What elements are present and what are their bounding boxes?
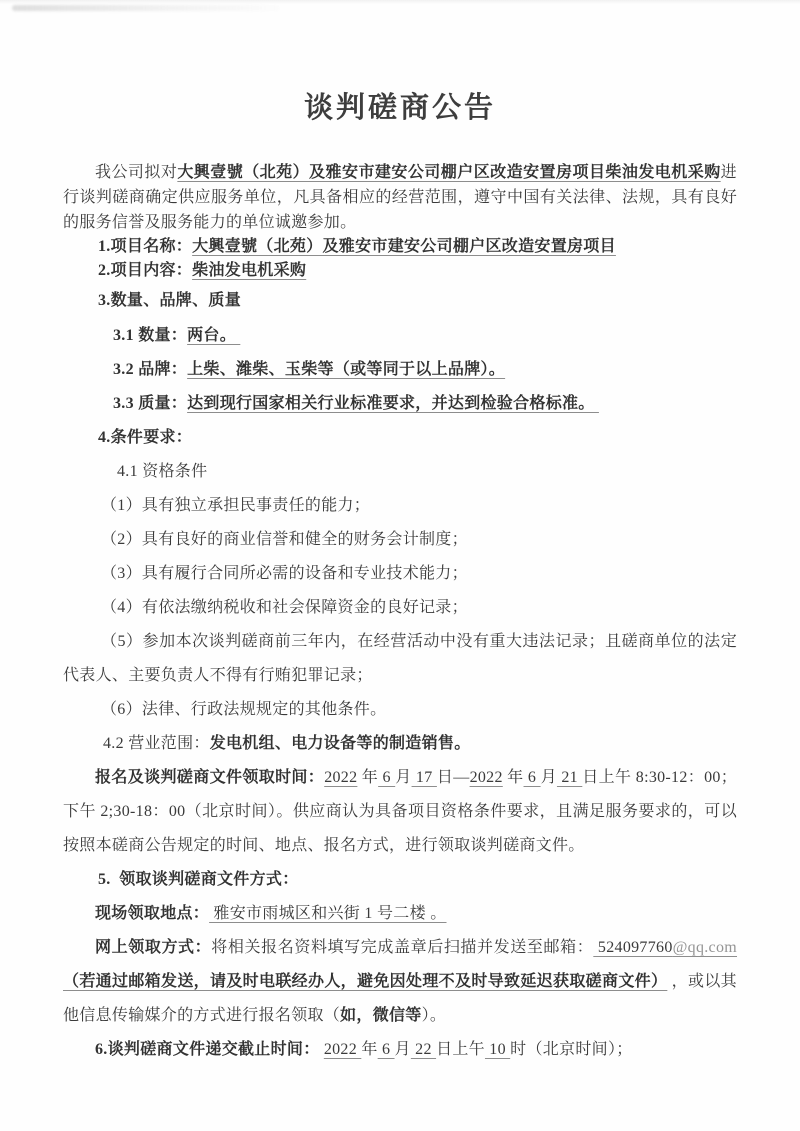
item-project-name: 1.项目名称：大興壹號（北苑）及雅安市建安公司棚户区改造安置房项目: [98, 238, 616, 255]
onsite-pickup-address: 现场领取地点： 雅安市雨城区和兴街 1 号二楼 。: [95, 905, 447, 922]
condition-4: （4）有依法缴纳税收和社会保障资金的良好记录；: [101, 599, 468, 616]
item-qualification-heading: 4.1 资格条件: [117, 463, 208, 480]
signup-time-paragraph: 报名及谈判磋商文件领取时间：2022 年 6 月 17 日—2022 年 6 月 21 日上午 8:30-12：00；下午 2;30-18：00（北京时间）。供应商认为具备项目资格条件要求，且满足服务要求的，可以按照本磋商公告规定的时间、地点、报名方式，进行领取谈判磋商文件。: [63, 769, 737, 854]
item-project-content: 2.项目内容：柴油发电机采购: [98, 262, 307, 279]
condition-2: （2）具有良好的商业信誉和健全的财务会计制度；: [101, 531, 468, 548]
condition-5: （5）参加本次谈判磋商前三年内，在经营活动中没有重大违法记录；且磋商单位的法定代表人、主要负责人不得有行贿犯罪记录；: [63, 633, 737, 684]
item-quantity-brand-quality-heading: 3.数量、品牌、质量: [98, 292, 242, 309]
condition-6: （6）法律、行政法规规定的其他条件。: [101, 701, 387, 718]
condition-3: （3）具有履行合同所必需的设备和专业技术能力；: [101, 565, 468, 582]
intro-paragraph: 我公司拟对大興壹號（北苑）及雅安市建安公司棚户区改造安置房项目柴油发电机采购进行谈判磋商确定供应服务单位，凡具备相应的经营范围，遵守中国有关法律、法规，具有良好的服务信誉及服务能力的单位诚邀参加。: [63, 164, 737, 231]
scan-smudge-artifact: [12, 5, 280, 11]
item-quality: 3.3 质量：达到现行国家相关行业标准要求，并达到检验合格标准。: [113, 395, 599, 412]
scan-edge-artifact: [0, 0, 800, 4]
item-document-pickup-heading: 5. 领取谈判磋商文件方式：: [98, 871, 299, 888]
item-brand: 3.2 品牌：上柴、潍柴、玉柴等（或等同于以上品牌）。: [113, 361, 506, 378]
condition-1: （1）具有独立承担民事责任的能力；: [101, 497, 371, 514]
item-quantity: 3.1 数量：两台。: [113, 327, 241, 344]
page-title: 谈判磋商公告: [303, 92, 496, 124]
item-submission-deadline: 6.谈判磋商文件递交截止时间： 2022 年 6 月 22 日上午 10 时（北京时间）；: [95, 1041, 633, 1058]
item-requirements-heading: 4.条件要求：: [98, 429, 193, 446]
online-pickup-paragraph: 网上领取方式：将相关报名资料填写完成盖章后扫描并发送至邮箱： 524097760@qq.com（若通过邮箱发送，请及时电联经办人，避免因处理不及时导致延迟获取磋商文件） ，或以其他信息传输媒介的方式进行报名领取（如，微信等）。: [63, 939, 738, 1024]
item-business-scope: 4.2 营业范围：发电机组、电力设备等的制造销售。: [103, 735, 471, 752]
